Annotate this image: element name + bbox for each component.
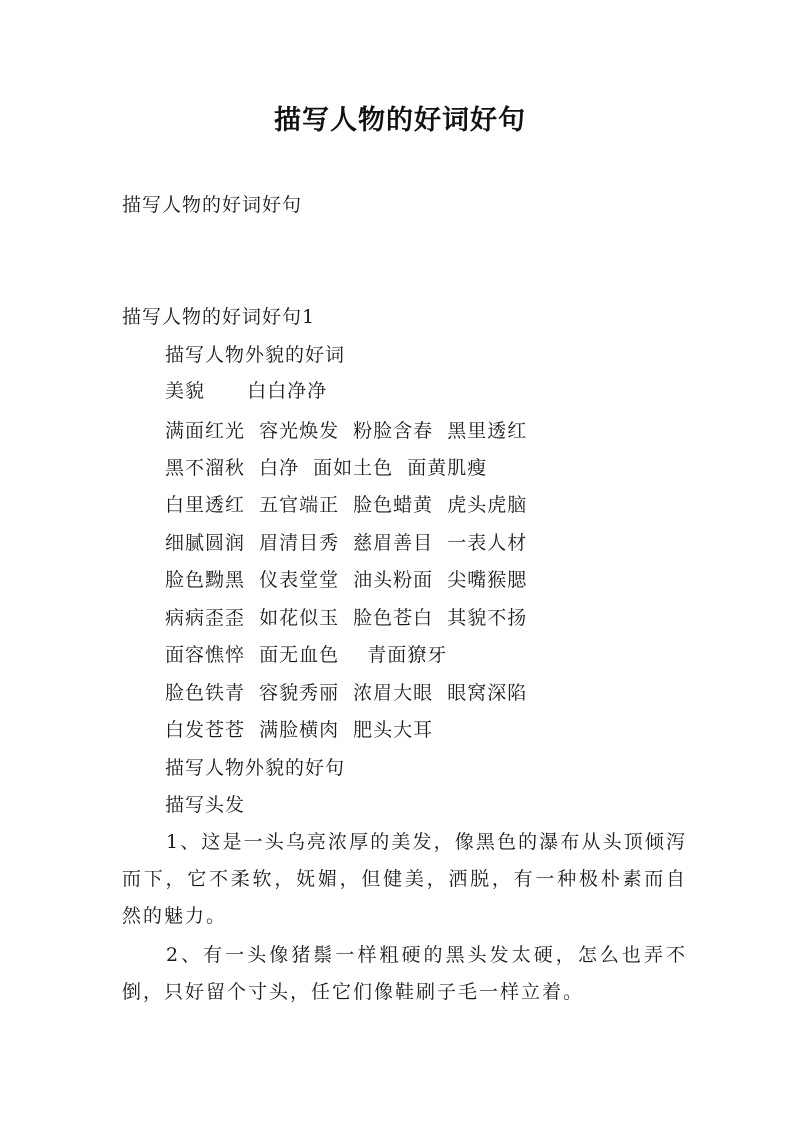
word-row: 病病歪歪 如花似玉 脸色苍白 其貌不扬 — [165, 607, 528, 629]
paragraph-2: 2、有一头像猪鬃一样粗硬的黑头发太硬，怎么也弄不倒，只好留个寸头，任它们像鞋刷子毛一样立着。 — [122, 944, 687, 1003]
word-row: 脸色黝黑 仪表堂堂 油头粉面 尖嘴猴腮 — [165, 569, 528, 591]
section-heading: 描写人物的好词好句1 — [122, 306, 316, 328]
word-row: 细腻圆润 眉清目秀 慈眉善目 一表人材 — [165, 532, 528, 554]
paragraph-1: 1、这是一头乌亮浓厚的美发，像黑色的瀑布从头顶倾泻而下，它不柔软，妩媚，但健美，洒脱，有一种极朴素而自然的魅力。 — [122, 831, 687, 927]
hair-heading: 描写头发 — [165, 794, 246, 816]
word-row: 黑不溜秋 白净 面如土色 面黄肌瘦 — [165, 457, 488, 479]
word-row: 白里透红 五官端正 脸色蜡黄 虎头虎脑 — [165, 494, 528, 516]
word-row: 美貌 白白净净 — [165, 380, 328, 402]
word-row: 面容憔悴 面无血色 青面獠牙 — [165, 644, 448, 666]
sentences-heading: 描写人物外貌的好句 — [165, 757, 346, 779]
word-row: 满面红光 容光焕发 粉脸含春 黑里透红 — [165, 420, 528, 442]
document-subtitle: 描写人物的好词好句 — [122, 194, 303, 216]
word-row: 脸色铁青 容貌秀丽 浓眉大眼 眼窝深陷 — [165, 682, 528, 704]
document-title: 描写人物的好词好句 — [274, 105, 526, 136]
words-heading: 描写人物外貌的好词 — [165, 344, 346, 366]
word-row: 白发苍苍 满脸横肉 肥头大耳 — [165, 719, 434, 741]
